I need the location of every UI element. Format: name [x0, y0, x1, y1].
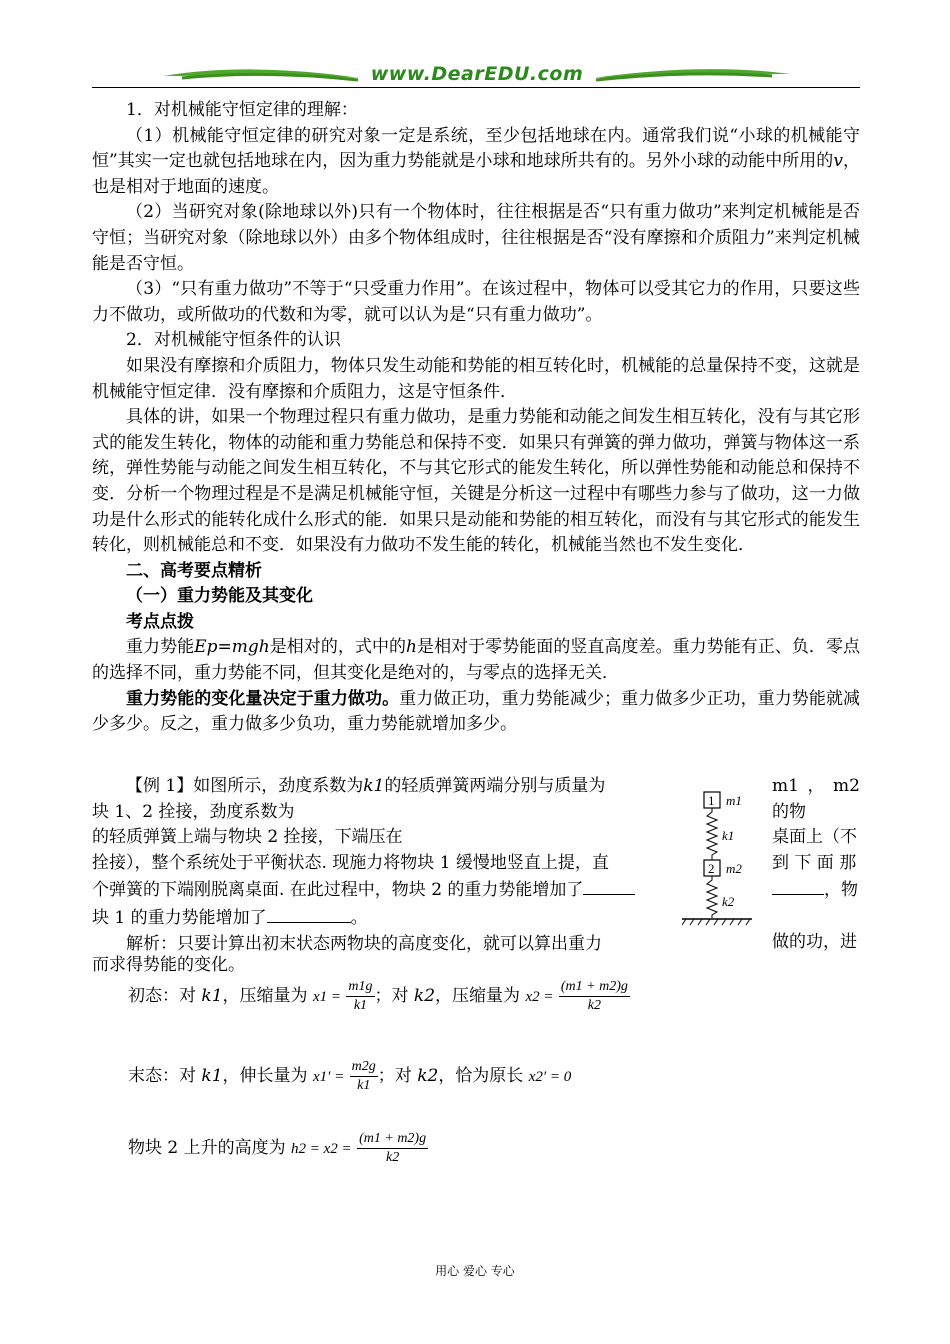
table-hatching [682, 919, 750, 925]
m2-label: m2 [726, 861, 742, 876]
h2-fraction: $\frac{(m1 + m2)g}{k2}$ [359, 1131, 427, 1165]
paragraph: 重力势能Ep=mgh是相对的，式中的h是相对于零势能面的竖直高度差。重力势能有正、负．零点的选择不同，重力势能不同，但其变化是绝对的，与零点的选择无关． [92, 637, 861, 684]
spring-blocks-figure [682, 776, 762, 934]
page-header [92, 62, 860, 92]
m1-label: m1 [726, 793, 742, 808]
answer-blank-1[interactable] [583, 876, 635, 895]
x1-fraction: $\frac{m1g}{k1}$ [348, 979, 373, 1013]
k2-label: k2 [722, 894, 735, 909]
paragraph: （2）当研究对象(除地球以外)只有一个物体时，往往根据是否“只有重力做功”来判定机械能是否守恒；当研究对象（除地球以外）由多个物体组成时，往往根据是否“没有摩擦和介质阻力”来判定机械能是否守恒。 [92, 202, 860, 274]
paragraph: 如果没有摩擦和介质阻力，物体只发生动能和势能的相互转化时，机械能的总量保持不变，这就是机械能守恒定律．没有摩擦和介质阻力，这是守恒条件． [92, 355, 860, 402]
section-1-title: 1．对机械能守恒定律的理解： [126, 100, 358, 120]
k1-label: k1 [722, 828, 735, 843]
site-logo: www.DearEDU.com [370, 63, 584, 85]
rise-height-equation: 物块 2 上升的高度为 h2 = x2 = $\frac{(m1 + m2)g}{k2}$ [128, 1131, 427, 1165]
document-page: www.DearEDU.com 1．对机械能守恒定律的理解： （1）机械能守恒定律的研究对象一定是系统，至少包括地球在内。通常我们说“小球的机械能守恒”其实一定也就包括地球在内，因为重力势能就是小球和地球所共有的。另外小球的动能中所用的v，也是相对于地面的速度。 （2）当研究对象(除地球以外)只有一个物体时，往往根据是否“只有重力做功”来判定机械能是否守恒；当研究对象（除地球以外）由多个物体组成时，往往根据是否“没有摩擦和介质阻力”来判定机械能是否守恒。 （3）“只有重力做功”不等于“只受重力作用”。在该过程中，物体可以受其它力的作用，只要这些力不做功，或所做功的代数和为零，就可以认为是“只有重力做功”。 2．对机械能守恒条件的认识 如果没有摩擦和介质阻力，物体只发生动能和势能的相互转化时，机械能的总量保持不变，这就是机械能守恒定律．没有摩擦和介质阻力，这是守恒条件． 具体的讲，如果一个物理过程只有重力做功，是重力势能和动能之间发生相互转化，没有与其它形式的能发生转化，物体的动能和重力势能总和保持不变．如果只有弹簧的弹力做功，弹簧与物体这一系统，弹性势能与动能之间发生相互转化，不与其它形式的能发生转化，所以弹性势能和动能总和保持不变．分析一个物理过程是不是满足机械能守恒，关键是分析这一过程中有哪些力参与了做功，这一力做功是什么形式的能转化成什么形式的能．如果只是动能和势能的相互转化，而没有与其它形式的能发生转化，则机械能总和不变．如果没有力做功不发生能的转化，机械能当然也不发生变化． 二、高考要点精析 （一）重力势能及其变化 考点点拨 重力势能Ep=mgh是相对的，式中的h是相对于零势能面的竖直高度差。重力势能有正、负．零点的选择不同，重力势能不同，但其变化是绝对的，与零点的选择无关． 重力势能的变化量决定于重力做功。重力做正功，重力势能减少；重力做多少正功，重力势能就减少多少。反之，重力做多少负功，重力势能就增加多少。 【例 1】如图所示，劲度系数为k1的轻质弹簧两端分别与质量为 块 1、2 拴接，劲度系数为 的轻质弹簧上端与物块 2 拴接，下端压在 拴接），整个系统处于平衡状态. 现施力将物块 1 缓慢地竖直上提，直 个弹簧的下端刚脱离桌面. 在此过程中，物块 2 的重力势能增加了 块 1 的重力势能增加了 。 解析：只要计算出初末状态两物块的高度变化，就可以算出重力 m1，m2 的物 桌面上（不 到 下 面 那 ，物 做的功，进 而求得势能的变化。 1 m1 k1 2 m2 k2 初态：对 k1，压缩量为 x1 = $\frac{m1g}{k1}$ ；对 k2，压缩量为 x2 = $\frac{(m1 + m2)g}{k2}$ 末态：对 k1，伸长量为 x1′ = $\frac{m2g}{k1}$ ；对 k2，恰为原长 x2′ = 0 物块 2 上升的高度为 h2 = x2 = $\frac{(m1 + m2)g}{k2}$ 用心 爱心 专心 [0, 0, 950, 1344]
x2-fraction: $\frac{(m1 + m2)g}{k2}$ [560, 979, 628, 1013]
final-state-equation: 末态：对 k1，伸长量为 x1′ = $\frac{m2g}{k1}$ ；对 k2，恰为原长 x2′ = 0 [128, 1059, 572, 1093]
header-rule [92, 87, 860, 88]
example-tag: 【例 1】 [126, 776, 194, 796]
paragraph: （3）“只有重力做功”不等于“只受重力作用”。在该过程中，物体可以受其它力的作用，只要这些力不做功，或所做功的代数和为零，就可以认为是“只有重力做功”。 [92, 279, 860, 325]
point-heading: 考点点拨 [126, 611, 194, 632]
body-text [92, 98, 860, 738]
paragraph: （1）机械能守恒定律的研究对象一定是系统，至少包括地球在内。通常我们说“小球的机械能守恒”其实一定也就包括地球在内，因为重力势能就是小球和地球所共有的。另外小球的动能中所用的v，也是相对于地面的速度。 [92, 125, 860, 197]
block-2-label: 2 [708, 861, 715, 876]
answer-blank-2[interactable] [267, 904, 351, 923]
example-text: 【例 1】如图所示，劲度系数为k1的轻质弹簧两端分别与质量为 块 1、2 拴接，劲度系数为 的轻质弹簧上端与物块 2 拴接，下端压在 拴接），整个系统处于平衡状态. 现施力将物块 1 缓慢地竖直上提，直 个弹簧的下端刚脱离桌面. 在此过程中，物块 2 的重力势能增加了 块 1 的重力势能增加了 。 解析：只要计算出初末状态两物块的高度变化，就可以算出重力 [92, 774, 664, 957]
spring-k1 [707, 808, 717, 860]
paragraph: 具体的讲，如果一个物理过程只有重力做功，是重力势能和动能之间发生相互转化，没有与其它形式的能发生转化，物体的动能和重力势能总和保持不变．如果只有弹簧的弹力做功，弹簧与物体这一系统，弹性势能与动能之间发生相互转化，不与其它形式的能发生转化，所以弹性势能和动能总和保持不变．分析一个物理过程是不是满足机械能守恒，关键是分析这一过程中有哪些力参与了做功，这一力做功是什么形式的能转化成什么形式的能．如果只是动能和势能的相互转化，而没有与其它形式的能发生转化，则机械能总和不变．如果没有力做功不发生能的转化，机械能当然也不发生变化． [92, 407, 860, 556]
section-3-title: 二、高考要点精析 [126, 560, 262, 581]
example-text-right-column: m1，m2 的物 桌面上（不 到 下 面 那 ，物 做的功，进 [772, 776, 860, 952]
spring-k2 [707, 876, 717, 918]
paragraph: 重力势能的变化量决定于重力做功。重力做正功，重力势能减少；重力做多少正功，重力势能就减少多少。反之，重力做多少负功，重力势能就增加多少。 [92, 688, 861, 735]
section-2-title: 2．对机械能守恒条件的认识 [126, 330, 341, 351]
answer-blank-1b[interactable] [772, 876, 824, 895]
subsection-title: （一）重力势能及其变化 [126, 586, 313, 607]
x1-prime-fraction: $\frac{m2g}{k1}$ [351, 1059, 376, 1093]
block-1-label: 1 [708, 793, 715, 808]
page-footer: 用心 爱心 专心 [435, 1264, 515, 1278]
initial-state-equation: 初态：对 k1，压缩量为 x1 = $\frac{m1g}{k1}$ ；对 k2，压缩量为 x2 = $\frac{(m1 + m2)g}{k2}$ [128, 979, 628, 1013]
